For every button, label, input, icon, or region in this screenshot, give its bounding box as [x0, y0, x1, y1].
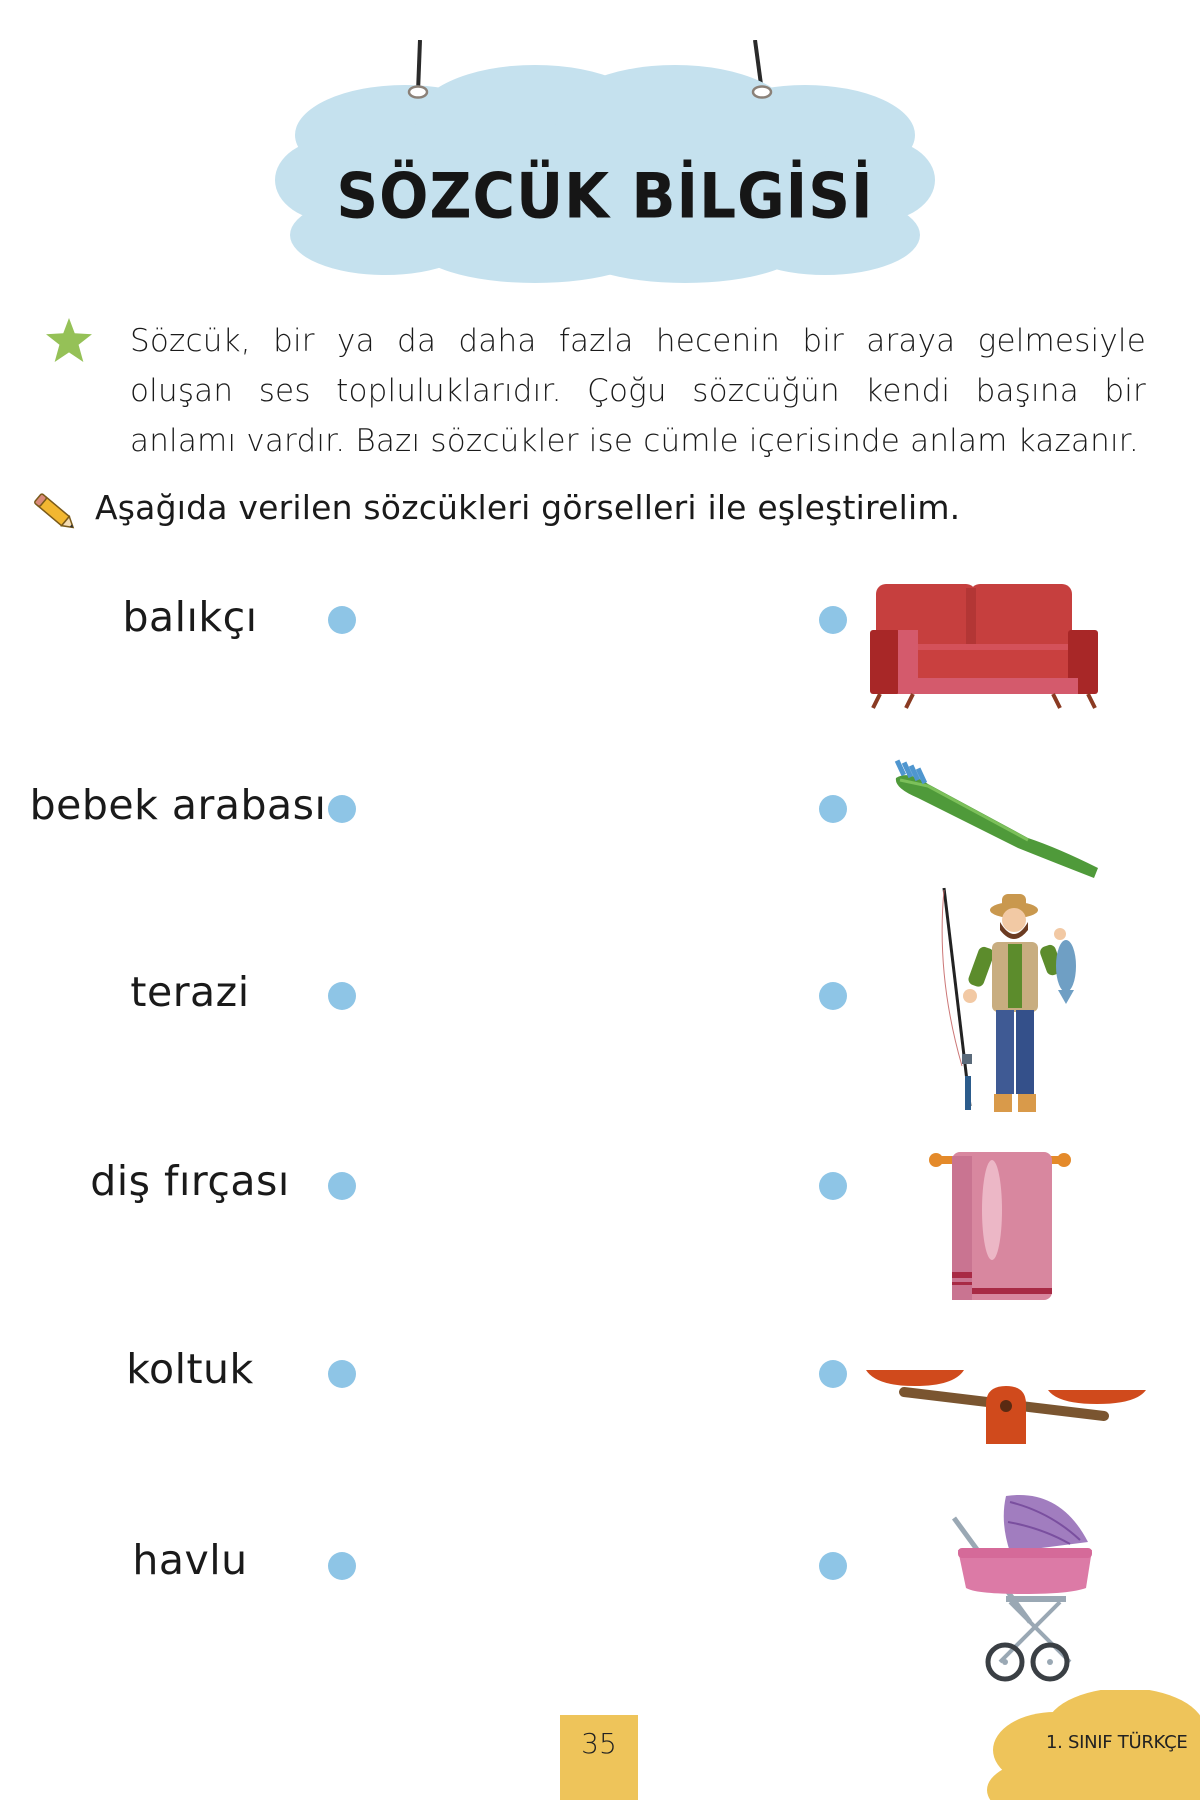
scale-picture [864, 1364, 1148, 1446]
towel-icon [928, 1148, 1072, 1304]
word-label-terazi: terazi [130, 968, 250, 1016]
word-label-balikci: balıkçı [122, 593, 258, 641]
left-match-dot-5[interactable] [328, 1360, 356, 1388]
title-cloud-banner [275, 40, 935, 285]
left-match-dot-6[interactable] [328, 1552, 356, 1580]
page-number: 35 [581, 1727, 617, 1760]
sofa-picture [868, 582, 1108, 712]
left-match-dot-4[interactable] [328, 1172, 356, 1200]
fisherman-icon [940, 886, 1100, 1122]
right-match-dot-1[interactable] [819, 606, 847, 634]
info-paragraph: Sözcük, bir ya da daha fazla hecenin bir araya gelmesiyle oluşan ses topluluklarıdır. Çoğu sözcüğün kendi başına bir anlamı vardır. Bazı sözcükler ise cümle içerisinde anlam kazanır. [130, 323, 1146, 459]
right-match-dot-3[interactable] [819, 982, 847, 1010]
page-title: SÖZCÜK BİLGİSİ [336, 159, 874, 233]
toothbrush-picture [888, 756, 1104, 882]
pencil-icon [34, 492, 80, 536]
left-match-dot-1[interactable] [328, 606, 356, 634]
right-match-dot-6[interactable] [819, 1552, 847, 1580]
right-match-dot-2[interactable] [819, 795, 847, 823]
scale-icon [864, 1364, 1148, 1446]
fisherman-picture [940, 886, 1100, 1122]
star-icon [46, 318, 92, 362]
book-label: 1. SINIF TÜRKÇE [1046, 1732, 1188, 1753]
word-label-bebek-arabasi: bebek arabası [29, 781, 327, 829]
baby-stroller-icon [950, 1492, 1098, 1684]
instruction-text: Aşağıda verilen sözcükleri görselleri ile eşleştirelim. [95, 488, 961, 527]
word-label-havlu: havlu [132, 1536, 248, 1584]
left-match-dot-2[interactable] [328, 795, 356, 823]
right-match-dot-5[interactable] [819, 1360, 847, 1388]
toothbrush-icon [888, 756, 1104, 882]
page-number-box [560, 1715, 638, 1800]
baby-stroller-picture [950, 1492, 1098, 1684]
sofa-icon [868, 582, 1108, 712]
word-label-koltuk: koltuk [126, 1345, 254, 1393]
right-match-dot-4[interactable] [819, 1172, 847, 1200]
left-match-dot-3[interactable] [328, 982, 356, 1010]
word-label-dis-fircasi: diş fırçası [90, 1157, 290, 1205]
towel-picture [928, 1148, 1072, 1304]
